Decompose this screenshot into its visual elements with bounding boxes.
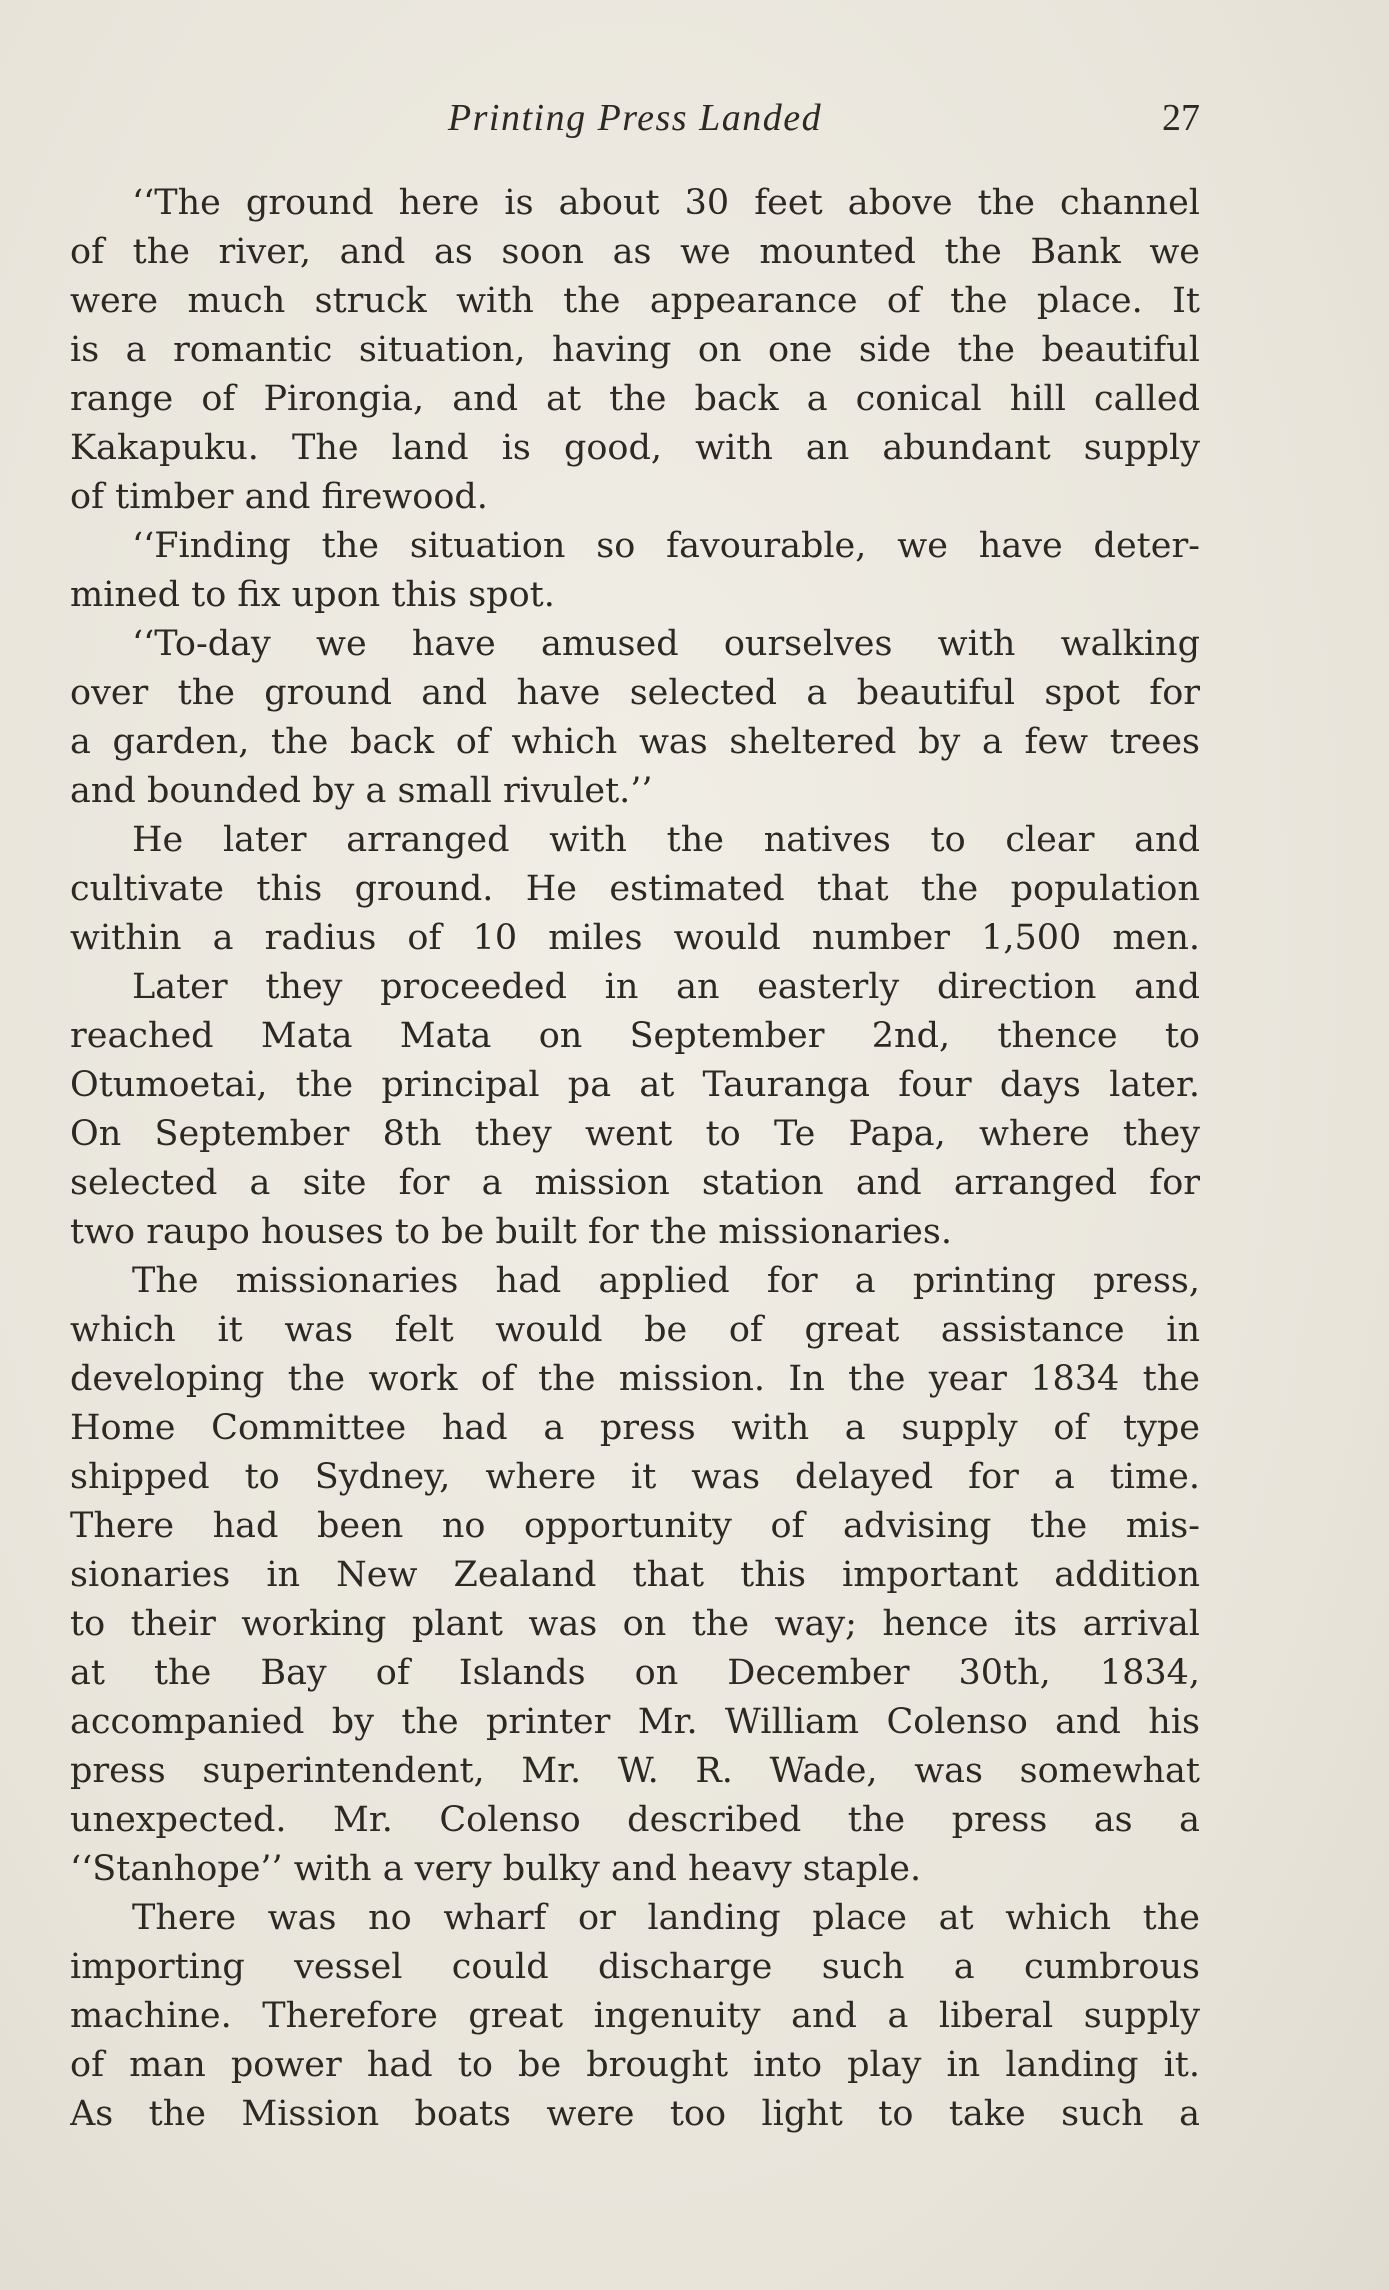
text-line: cultivate this ground. He estimated that the population: [70, 869, 1200, 909]
text-line: ‘‘To-day we have amused ourselves with walking: [132, 624, 1200, 664]
running-head: [70, 96, 1200, 156]
text-line: Kakapuku. The land is good, with an abundant supply: [70, 428, 1200, 468]
text-line: of timber and firewood.: [70, 477, 488, 517]
text-line: importing vessel could discharge such a cumbrous: [70, 1947, 1200, 1987]
text-line: developing the work of the mission. In the year 1834 the: [70, 1359, 1200, 1399]
text-line: Later they proceeded in an easterly direction and: [132, 967, 1200, 1007]
text-line: over the ground and have selected a beautiful spot for: [70, 673, 1200, 713]
body-text: [70, 179, 1200, 2139]
text-line: two raupo houses to be built for the missionaries.: [70, 1212, 952, 1252]
text-line: As the Mission boats were too light to take such a: [70, 2094, 1200, 2134]
text-line: reached Mata Mata on September 2nd, thence to: [70, 1016, 1200, 1056]
text-line: Otumoetai, the principal pa at Tauranga four days later.: [70, 1065, 1200, 1105]
running-title: Printing Press Landed: [447, 97, 823, 139]
text-line: is a romantic situation, having on one side the beautiful: [70, 330, 1200, 370]
text-line: On September 8th they went to Te Papa, where they: [70, 1114, 1200, 1154]
text-line: a garden, the back of which was sheltered by a few trees: [70, 722, 1200, 762]
text-line: accompanied by the printer Mr. William Colenso and his: [70, 1702, 1200, 1742]
text-line: mined to fix upon this spot.: [70, 575, 555, 615]
text-line: shipped to Sydney, where it was delayed for a time.: [70, 1457, 1200, 1497]
text-line: ‘‘Finding the situation so favourable, we have deter-: [132, 526, 1200, 566]
text-line: machine. Therefore great ingenuity and a liberal supply: [70, 1996, 1200, 2036]
text-line: range of Pirongia, and at the back a conical hill called: [70, 379, 1200, 419]
text-line: There had been no opportunity of advising the mis-: [70, 1506, 1200, 1546]
text-line: ‘‘The ground here is about 30 feet above the channel: [132, 183, 1200, 223]
text-line: of the river, and as soon as we mounted the Bank we: [70, 232, 1200, 272]
text-line: which it was felt would be of great assistance in: [70, 1310, 1200, 1350]
page-number: 27: [1162, 97, 1200, 139]
text-line: He later arranged with the natives to clear and: [132, 820, 1200, 860]
text-line: sionaries in New Zealand that this important addition: [70, 1555, 1200, 1595]
text-line: Home Committee had a press with a supply of type: [70, 1408, 1200, 1448]
text-line: ‘‘Stanhope’’ with a very bulky and heavy staple.: [70, 1849, 922, 1889]
text-line: The missionaries had applied for a printing press,: [132, 1261, 1200, 1301]
text-line: to their working plant was on the way; hence its arrival: [70, 1604, 1200, 1644]
text-line: and bounded by a small rivulet.’’: [70, 771, 653, 811]
text-line: selected a site for a mission station and arranged for: [70, 1163, 1200, 1203]
text-line: press superintendent, Mr. W. R. Wade, was somewhat: [70, 1751, 1200, 1791]
text-line: There was no wharf or landing place at which the: [132, 1898, 1200, 1938]
text-line: at the Bay of Islands on December 30th, 1834,: [70, 1653, 1200, 1693]
text-line: unexpected. Mr. Colenso described the press as a: [70, 1800, 1200, 1840]
text-line: of man power had to be brought into play in landing it.: [70, 2045, 1200, 2085]
text-line: within a radius of 10 miles would number 1,500 men.: [70, 918, 1200, 958]
text-line: were much struck with the appearance of the place. It: [70, 281, 1200, 321]
